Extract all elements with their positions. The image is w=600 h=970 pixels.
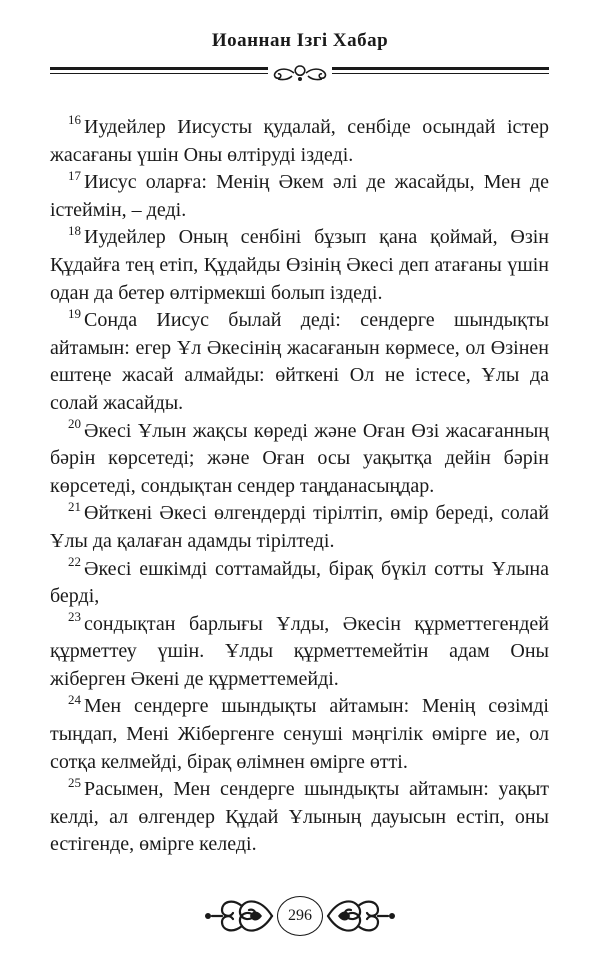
page-footer: [0, 886, 600, 946]
verse-19: [50, 307, 549, 417]
verse-20: [50, 415, 549, 501]
verse-number: 21: [68, 498, 81, 514]
verse-21: [50, 500, 549, 555]
verse-number: 20: [68, 415, 81, 431]
verse-number: 18: [68, 222, 81, 238]
verse-text: Әкесі Ұлын жақсы көреді және Оған Өзі жасағанның бәрін көрсетеді; және Оған осы уақытқа дейін бәрін көрсетеді, сондықтан сендер таңданасыңдар.: [50, 419, 549, 497]
verse-number: 24: [68, 691, 81, 707]
verse-number: 23: [68, 609, 81, 625]
verse-number: 19: [68, 305, 81, 321]
floral-ornament-icon: [268, 62, 332, 84]
verse-number: 25: [68, 774, 81, 790]
verse-24: [50, 693, 549, 776]
running-title: Иоаннан Ізгі Хабар: [211, 30, 389, 51]
verse-number: 22: [68, 553, 81, 569]
verse-text: Мен сендерге шындықты айтамын: Менің сөзімді тыңдап, Мені Жібергенге сенуші мәңгілік өмірге ие, ол сотқа келмейді, бірақ өлімнен өмірге өтті.: [50, 695, 549, 773]
verse-text: Иисус оларға: Менің Әкем әлі де жасайды, Мен де істеймін, – деді.: [50, 171, 549, 221]
verse-17: [50, 169, 549, 224]
verse-18: [50, 224, 549, 307]
verse-text: Иудейлер Иисусты қудалай, сенбіде осындай істер жасағаны үшін Оны өлтіруді іздеді.: [50, 116, 549, 166]
verse-text: Өйткені Әкесі өлгендерді тірілтіп, өмір береді, солай Ұлы да қалаған адамды тірілтеді.: [50, 502, 549, 552]
verse-22: [50, 553, 549, 611]
verse-text: Әкесі ешкімді соттамайды, бірақ бүкіл сотты Ұлына берді,: [50, 557, 549, 608]
verse-text: Иудейлер Оның сенбіні бұзып қана қоймай, Өзін Құдайға тең етіп, Құдайды Өзінің Әкесі деп атағаны үшін одан да бетер өлтірмекші болып іздеді.: [50, 226, 549, 304]
verse-23: [50, 611, 549, 694]
verse-text: Сонда Иисус былай деді: сендерге шындықты айтамын: егер Ұл Әкесінің жасағанын көрмесе, ол Өзінен ештеңе жасай алмайды: өйткені Ол не істесе, Ұлы да солай жасайды.: [50, 309, 549, 414]
verse-number: 17: [68, 167, 81, 183]
page-body: [50, 114, 549, 859]
verse-25: [50, 776, 549, 859]
verse-text: Расымен, Мен сендерге шындықты айтамын: уақыт келді, ал өлгендер Құдай Ұлының дауысын естіп, оны естігенде, өмірге келеді.: [50, 778, 549, 856]
verse-number: 16: [68, 112, 81, 128]
verse-16: [50, 114, 549, 169]
page-number: 296: [277, 896, 323, 936]
page-header: [0, 26, 600, 52]
verse-text: сондықтан барлығы Ұлды, Әкесін құрметтегендей құрметтеу үшін. Ұлды құрметтемейтін адам Оны жіберген Әкені де құрметтемейді.: [50, 612, 549, 690]
